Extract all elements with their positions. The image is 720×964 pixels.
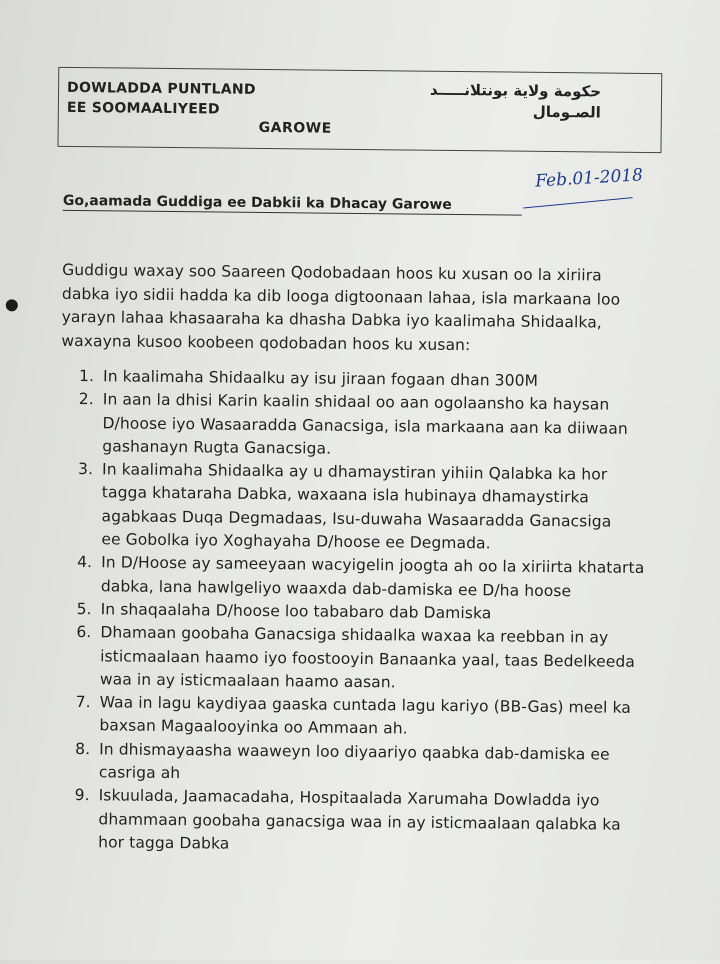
list-line: In kaalimaha Shidaalku ay isu jiraan fogaan dhan 300M xyxy=(102,367,539,390)
list-line: D/hoose iyo Wasaaradda Ganacsiga, isla markaana aan ka diiwaan xyxy=(102,413,628,438)
list-number: 8. xyxy=(75,739,91,758)
handwritten-underline xyxy=(523,197,633,208)
list-line: casriga ah xyxy=(98,763,181,783)
list-line: Iskuulada, Jaamacadaha, Hospitaalada Xarumaha Dowladda iyo xyxy=(98,786,600,810)
letterhead-box xyxy=(57,67,662,153)
list-line: Waa in lagu kaydiyaa gaaska cuntada lagu kariyo (BB-Gas) meel ka xyxy=(99,693,632,718)
list-line: Dhamaan goobaha Ganacsiga shidaalka waxaa ka reebban in ay xyxy=(100,623,609,647)
intro-line: waxayna kusoo koobeen qodobadan hoos ku xusan: xyxy=(61,331,471,354)
list-item xyxy=(77,458,648,557)
letterhead-city: GAROWE xyxy=(258,119,332,137)
list-item xyxy=(75,738,645,791)
list-line: In dhismayaasha waaweyn loo diyaariyo qaabka dab-damiska ee xyxy=(99,740,610,764)
list-line: hor tagga Dabka xyxy=(98,833,230,853)
list-line: In kaalimaha Shidaalka ay u dhamaystiran yihiin Qalabka ka hor xyxy=(102,460,608,484)
government-name-somali: DOWLADDA PUNTLAND xyxy=(67,79,256,98)
government-subtitle-arabic: الصـومال xyxy=(532,102,601,122)
list-line: tagga khataraha Dabka, waxaana isla hubinaya dhamaystirka xyxy=(101,483,590,507)
list-number: 7. xyxy=(75,693,91,712)
list-line: In shaqaalaha D/hoose loo tababaro dab Damiska xyxy=(100,600,492,623)
list-line: In D/Hoose ay sameeyaan wacyigelin joogta ah oo la xiriirta khatarta xyxy=(101,553,645,578)
intro-line: Guddigu waxay soo Saareen Qodobadaan hoos ku xusan oo la xiriira xyxy=(62,260,602,285)
intro-line: dabka iyo sidii hadda ka dib looga digtoonaan lahaa, isla markaana loo xyxy=(61,284,621,309)
list-line: ee Gobolka iyo Xoghayaha D/hoose ee Degmada. xyxy=(101,530,491,553)
list-number: 1. xyxy=(78,367,95,386)
handwritten-date: Feb.01-2018 xyxy=(534,165,644,192)
list-line: waa in ay isticmaalaan haamo aasan. xyxy=(99,670,396,692)
list-item xyxy=(76,621,647,697)
government-name-arabic: حكومة ولاية بونتلانـــــد xyxy=(429,80,602,101)
letterhead-right xyxy=(430,80,602,124)
list-number: 9. xyxy=(74,786,90,805)
intro-line: yarayn lahaa khasaaraha ka dhasha Dabka iyo kaalimaha Shidaalka, xyxy=(61,307,602,332)
list-line: baxsan Magaalooyinka oo Ammaan ah. xyxy=(99,716,408,738)
list-line: In aan la dhisi Karin kaalin shidaal oo aan ogolaansho ka haysan xyxy=(102,390,610,414)
punch-hole xyxy=(6,299,18,311)
list-item xyxy=(78,388,649,464)
list-line: isticmaalaan haamo iyo foostooyin Banaanka yaal, taas Bedelkeeda xyxy=(100,646,636,671)
list-item xyxy=(74,784,645,860)
list-line: dabka, lana hawlgeliyo waaxda dab-damiska ee D/ha hoose xyxy=(100,576,572,600)
list-number: 3. xyxy=(78,460,94,479)
list-number: 4. xyxy=(77,553,93,572)
government-subtitle-somali: EE SOOMAALIYEED xyxy=(66,99,220,118)
list-line: dhammaan goobaha ganacsiga waa in ay isticmaalaan qalabka ka xyxy=(98,809,621,834)
list-number: 5. xyxy=(76,600,92,619)
list-line: agabkaas Duqa Degmadaas, Isu-duwaha Wasaaradda Ganacsiga xyxy=(101,507,612,531)
list-line: gashanayn Rugta Ganacsiga. xyxy=(102,437,332,458)
intro-paragraph xyxy=(61,259,662,359)
document-title: Go,aamada Guddiga ee Dabkii ka Dhacay Garowe xyxy=(63,193,522,216)
list-number: 2. xyxy=(78,390,94,409)
letterhead-left xyxy=(67,78,256,120)
list-number: 6. xyxy=(76,623,92,642)
resolutions-list xyxy=(74,365,649,860)
list-item xyxy=(77,551,647,604)
list-item xyxy=(75,691,645,744)
